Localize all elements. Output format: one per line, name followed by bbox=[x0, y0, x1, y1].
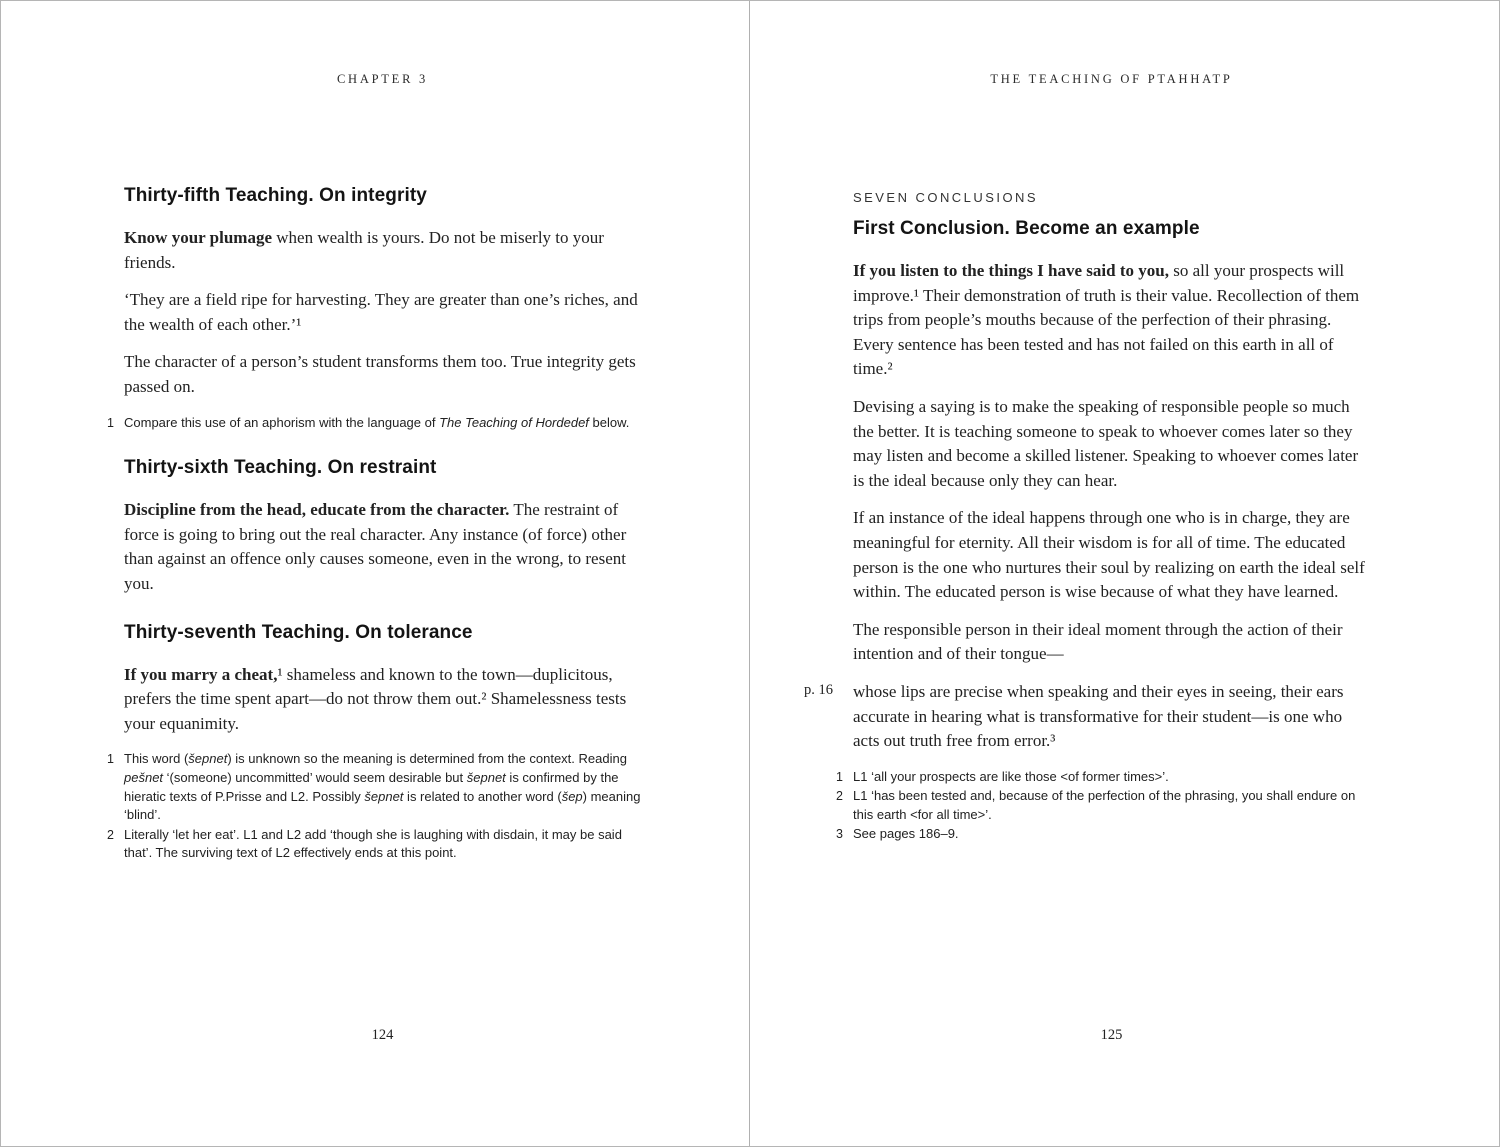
footnote bbox=[836, 787, 1370, 824]
body-paragraph: The character of a person’s student transforms them too. True integrity gets passed on. bbox=[124, 352, 636, 396]
body-paragraph: If you listen to the things I have said to you, so all your prospects will improve.¹ Their demonstration of truth is their value. Recollection of them trips from people’s mouths because of the perfection of their phrasing. Every sentence has been tested and has not failed on this earth in all of time.² bbox=[853, 261, 1360, 379]
body-paragraph: If you marry a cheat,¹ shameless and known to the town—duplicitous, prefers the time spent apart—do not throw them out.² Shamelessness tests your equanimity. bbox=[124, 664, 627, 733]
body-paragraph: Devising a saying is to make the speaking of responsible people so much the better. It is teaching someone to speak to whoever comes later so they may listen and become a skilled listener. Speaking to whoever comes later is the ideal because only they can hear. bbox=[853, 396, 1359, 490]
footnote-number: 3 bbox=[836, 827, 843, 842]
footnotes-block-left bbox=[107, 750, 641, 863]
footnote-number: 2 bbox=[107, 827, 114, 842]
footnote bbox=[836, 768, 1370, 787]
footnote-number: 1 bbox=[107, 752, 114, 767]
running-head-right: THE TEACHING OF PTAHHATP bbox=[990, 72, 1233, 86]
footnote-text: See pages 186–9. bbox=[853, 826, 959, 842]
page-number-right: 125 bbox=[1100, 1027, 1123, 1043]
footnote-text: L1 ‘all your prospects are like those <of former times>’. bbox=[853, 768, 1169, 784]
body-paragraph: ‘They are a field ripe for harvesting. They are greater than one’s riches, and the wealth of each other.’¹ bbox=[124, 290, 638, 334]
footnote-number: 1 bbox=[107, 415, 114, 430]
page-left bbox=[1, 1, 750, 1146]
footnote bbox=[107, 750, 641, 824]
footnotes-block-right bbox=[836, 768, 1370, 844]
section-kicker: SEVEN CONCLUSIONS bbox=[853, 190, 1039, 205]
footnote-text: Compare this use of an aphorism with the language of The Teaching of Hordedef below. bbox=[124, 414, 630, 430]
page-right bbox=[750, 1, 1499, 1146]
margin-paragraph bbox=[804, 680, 1370, 754]
footnote bbox=[836, 825, 1370, 844]
heading-thirty-seventh-teaching: Thirty-seventh Teaching. On tolerance bbox=[124, 621, 473, 643]
heading-thirty-fifth-teaching: Thirty-fifth Teaching. On integrity bbox=[124, 185, 427, 206]
footnote-number: 2 bbox=[836, 789, 843, 804]
footnote bbox=[107, 414, 641, 433]
running-head-left: CHAPTER 3 bbox=[336, 72, 429, 86]
page-right-content bbox=[804, 190, 1370, 845]
footnote-number: 1 bbox=[836, 769, 843, 784]
body-paragraph: Discipline from the head, educate from the character. The restraint of force is going to bring out the real character. Any instance (of force) other than against an offence only causes someone, even in the wrong, to resent you. bbox=[124, 500, 627, 593]
footnote-text: Literally ‘let her eat’. L1 and L2 add ‘though she is laughing with disdain, it may be said that’. The surviving text of L2 effectively ends at this point. bbox=[124, 826, 622, 861]
body-paragraph: whose lips are precise when speaking and their eyes in seeing, their ears accurate in hearing what is transformative for their student—is one who acts out truth free from error.³ bbox=[853, 681, 1344, 751]
heading-thirty-sixth-teaching: Thirty-sixth Teaching. On restraint bbox=[124, 457, 437, 479]
page-left-content bbox=[107, 184, 641, 864]
page-reference-label: p. 16 bbox=[804, 681, 833, 698]
heading-first-conclusion: First Conclusion. Become an example bbox=[853, 218, 1200, 239]
footnote bbox=[107, 826, 641, 863]
footnote-text: L1 ‘has been tested and, because of the perfection of the phrasing, you shall endure on this earth <for all time>’. bbox=[853, 788, 1356, 822]
page-number-left: 124 bbox=[371, 1027, 394, 1043]
body-paragraph: Know your plumage when wealth is yours. Do not be miserly to your friends. bbox=[124, 228, 604, 272]
footnote-text: This word (šepnet) is unknown so the meaning is determined from the context. Reading pešnet ‘(someone) uncommitted’ would seem desirable but šepnet is confirmed by the hieratic texts of P.Prisse and L2. Possibly šepnet is related to another word (šep) meaning ‘blind’. bbox=[124, 751, 641, 823]
body-paragraph: The responsible person in their ideal moment through the action of their intention and of their tongue— bbox=[853, 619, 1343, 664]
body-paragraph: If an instance of the ideal happens through one who is in charge, they are meaningful for eternity. All their wisdom is for all of time. The educated person is the one who nurtures their soul by realizing on earth the ideal self within. The educated person is wise because of what they have learned. bbox=[853, 508, 1365, 602]
